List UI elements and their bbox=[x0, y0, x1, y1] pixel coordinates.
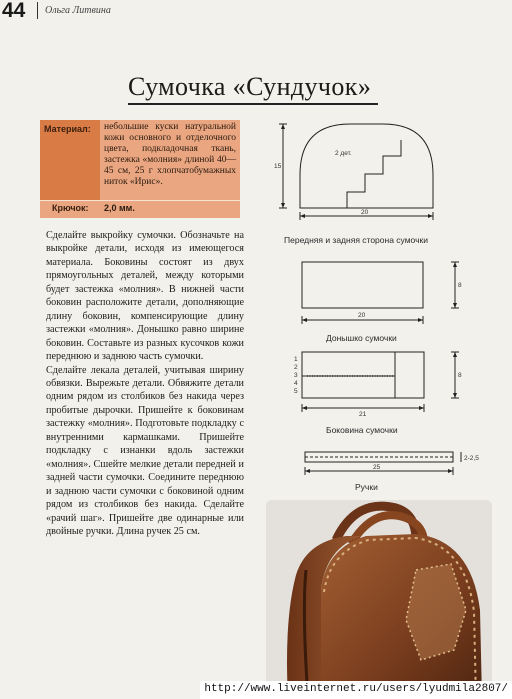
materials-text: небольшие куски натуральной кожи основного и отделочного цвета, подкладочная ткань, застежка «молния» длиной 40—45 см, 25 г хлопчатобумажных ниток «Ирис». bbox=[104, 122, 236, 187]
hook-label: Крючок: bbox=[52, 203, 89, 213]
header-author: Ольга Литвина bbox=[45, 5, 111, 16]
side-caption: Боковина сумочки bbox=[326, 425, 398, 435]
title-underline bbox=[128, 103, 378, 105]
side-mark-3: 3 bbox=[294, 372, 298, 379]
bottom-width-label: 20 bbox=[358, 312, 366, 319]
side-mark-5: 5 bbox=[294, 388, 298, 395]
instructions-text bbox=[46, 229, 244, 538]
header-divider bbox=[37, 2, 38, 19]
bag-illustration bbox=[266, 500, 492, 699]
front-piece-steps bbox=[347, 140, 401, 208]
front-height-label: 15 bbox=[274, 163, 282, 170]
front-parts-label: 2 дет. bbox=[335, 150, 352, 157]
side-mark-1: 1 bbox=[294, 356, 298, 363]
page-title: Сумочка «Сундучок» bbox=[128, 72, 372, 101]
bottom-caption: Донышко сумочки bbox=[326, 333, 397, 343]
bottom-piece-outline bbox=[302, 262, 423, 308]
side-mark-2: 2 bbox=[294, 364, 298, 371]
side-width-label: 21 bbox=[359, 411, 367, 418]
instructions-paragraph-1: Сделайте выкройку сумочки. Обозначьте на выкройке детали, исходя из имеющегося материала. Боковины состоят из двух прямоугольных деталей, между которыми будет застежка «молния». В нижней части боковин расположите детали, дополняющие длину боковин, компенсирующие длину застежки «молния». Донышко равно ширине боковин. Составьте из разных кусочков кожи переднюю и заднюю часть сумочки. bbox=[46, 230, 244, 363]
side-mark-4: 4 bbox=[294, 380, 298, 387]
pattern-diagrams bbox=[265, 110, 495, 495]
handle-width-label: 25 bbox=[373, 464, 381, 471]
side-height-label: 8 bbox=[458, 372, 462, 379]
bottom-height-label: 8 bbox=[458, 282, 462, 289]
source-url-link[interactable]: http://www.liveinternet.ru/users/lyudmila2807/ bbox=[204, 683, 508, 695]
front-piece-outline bbox=[300, 124, 433, 208]
front-caption: Передняя и задняя сторона сумочки bbox=[284, 235, 428, 245]
bag-photo bbox=[266, 500, 492, 699]
hook-value: 2,0 мм. bbox=[104, 203, 135, 213]
handle-caption: Ручки bbox=[355, 482, 378, 492]
materials-label: Материал: bbox=[44, 124, 91, 134]
front-width-label: 20 bbox=[361, 209, 369, 216]
handle-height-label: 2-2,5 bbox=[464, 455, 479, 462]
page-number: 44 bbox=[2, 0, 26, 22]
instructions-paragraph-2: Сделайте лекала деталей, учитывая ширину обвязки. Вырежьте детали. Обвяжите детали одним рядом из столбиков без накида через пробитые дырочки. Пришейте к боковинам застежку «молния». Подготовьте подкладку с внутренними кармашками. Пришейте подкладку с изнанки вдоль застежки «молния». Сшейте мелкие детали передней и задней части сумочки. Соедините переднюю и заднюю части сумочки с боковиной одним рядом из столбиков без накида. Сделайте «рачий шаг». Пришейте две одинарные или двойные ручки. Длина ручек 25 см. bbox=[46, 364, 244, 537]
